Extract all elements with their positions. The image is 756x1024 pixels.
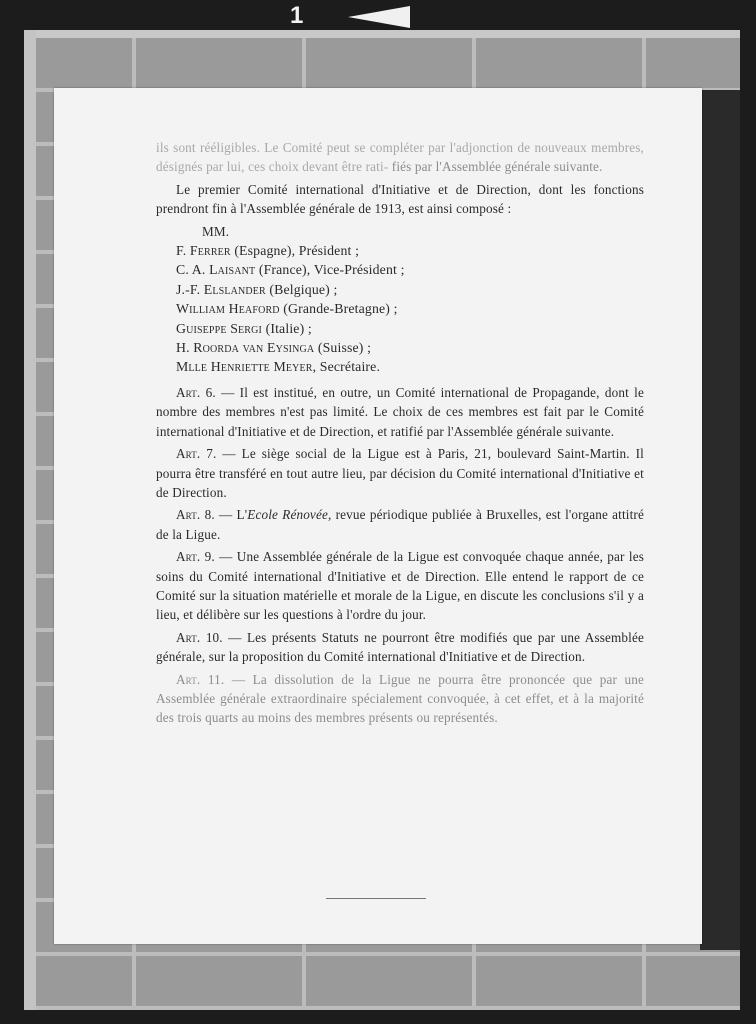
list-item — [176, 338, 644, 357]
article-label: Art. 8. — [176, 507, 215, 523]
list-item — [176, 241, 644, 260]
member-role: (Italie) ; — [261, 320, 312, 336]
wall-top-edge — [24, 30, 740, 38]
member-name: J.-F. Elslander — [176, 281, 266, 297]
article-label: Art. 9. — [176, 549, 215, 565]
committee-intro: Le premier Comité international d'Initiative et de Direction, dont les fonctions prendront fin à l'Assemblée générale de 1913, est ainsi composé : — [156, 181, 644, 217]
article-text: — Le siège social de la Ligue est à Paris, 21, boulevard Saint-Martin. Il pourra être transféré en tout autre lieu, par décision du Comité international d'Initiative et de Direction. — [156, 446, 644, 500]
intro-line-1: ils sont rééligibles. Le Comité peut se compléter par l'adjonction — [156, 140, 514, 155]
article-7 — [156, 444, 644, 502]
member-role: (Grande-Bretagne) ; — [279, 301, 398, 317]
article-8 — [156, 505, 644, 544]
members-list — [156, 222, 644, 377]
closing-rule — [326, 898, 426, 899]
member-name: H. Roorda van Eysinga — [176, 340, 315, 356]
article-label: Art. 7. — [176, 446, 217, 462]
list-item — [176, 280, 644, 299]
members-heading: MM. — [202, 223, 230, 239]
member-name: C. A. Laisant — [176, 262, 256, 278]
article-text: — Il est institué, en outre, un Comité international de Propagande, dont le nombre des membres n'est pas limité. Le choix de ces membres est fait par le Comité international d'Initiative et de Direction, et ratifié par l'Assemblée générale suivante. — [156, 384, 644, 439]
intro-paragraph — [156, 138, 644, 177]
list-item — [176, 319, 644, 338]
article-label: Art. 10. — [176, 629, 223, 645]
member-role: (Suisse) ; — [314, 340, 372, 356]
frame-number: 1 — [290, 2, 304, 29]
document-page — [54, 88, 702, 944]
list-item — [176, 357, 644, 376]
member-role: , Secrétaire. — [312, 359, 381, 375]
document-text — [156, 138, 644, 731]
intro-line-3: fiés par l'Assemblée générale suivante. — [391, 159, 603, 175]
member-name: F. Ferrer — [176, 243, 231, 259]
intro-line-2: de nouveaux membres, désignés par lui, ces choix devant être rati- — [156, 140, 645, 175]
article-text: — Une Assemblée générale de la Ligue est convoquée chaque année, par les soins du Comité international d'Initiative et de Direction. Elle entend le rapport de ce Comité sur la situation matérielle et morale de la Ligue, en discute les conclusions s'il y a lieu, et délibère sur les questions à l'ordre du jour. — [156, 549, 644, 623]
article-9 — [156, 547, 644, 625]
member-name: Mlle Henriette Meyer — [176, 359, 313, 375]
member-role: (Belgique) ; — [265, 281, 338, 297]
article-11 — [156, 670, 644, 728]
member-role: (Espagne), Président ; — [230, 243, 360, 259]
article-label: Art. 6. — [176, 384, 216, 400]
member-name: William Heaford — [176, 301, 280, 317]
article-6 — [156, 383, 644, 441]
shadow-band — [700, 90, 740, 950]
list-item — [176, 260, 644, 279]
member-name: Guiseppe Sergi — [176, 320, 262, 336]
article-text: — Les présents Statuts ne pourront être modifiés que par une Assemblée générale, sur la proposition du Comité international d'Initiative et de Direction. — [156, 629, 644, 665]
frame-arrow-icon — [348, 6, 410, 28]
article-10 — [156, 628, 644, 667]
article-text-before: — L' — [214, 507, 248, 523]
article-text: — La dissolution de la Ligue ne pourra être prononcée que par une Assemblée générale extraordinaire spécialement convoquée, à cet effet, et à la majorité des trois quarts au moins des membres présents ou représentés. — [156, 671, 644, 726]
list-item — [176, 299, 644, 318]
article-text: , revue périodique publiée à Bruxelles, est l'organe attitré de la Ligue. — [156, 507, 644, 542]
member-role: (France), Vice-Président ; — [255, 262, 405, 278]
wall-left-edge — [24, 30, 36, 1010]
journal-title: Ecole Rénovée — [247, 507, 328, 523]
article-label: Art. 11. — [176, 671, 225, 687]
